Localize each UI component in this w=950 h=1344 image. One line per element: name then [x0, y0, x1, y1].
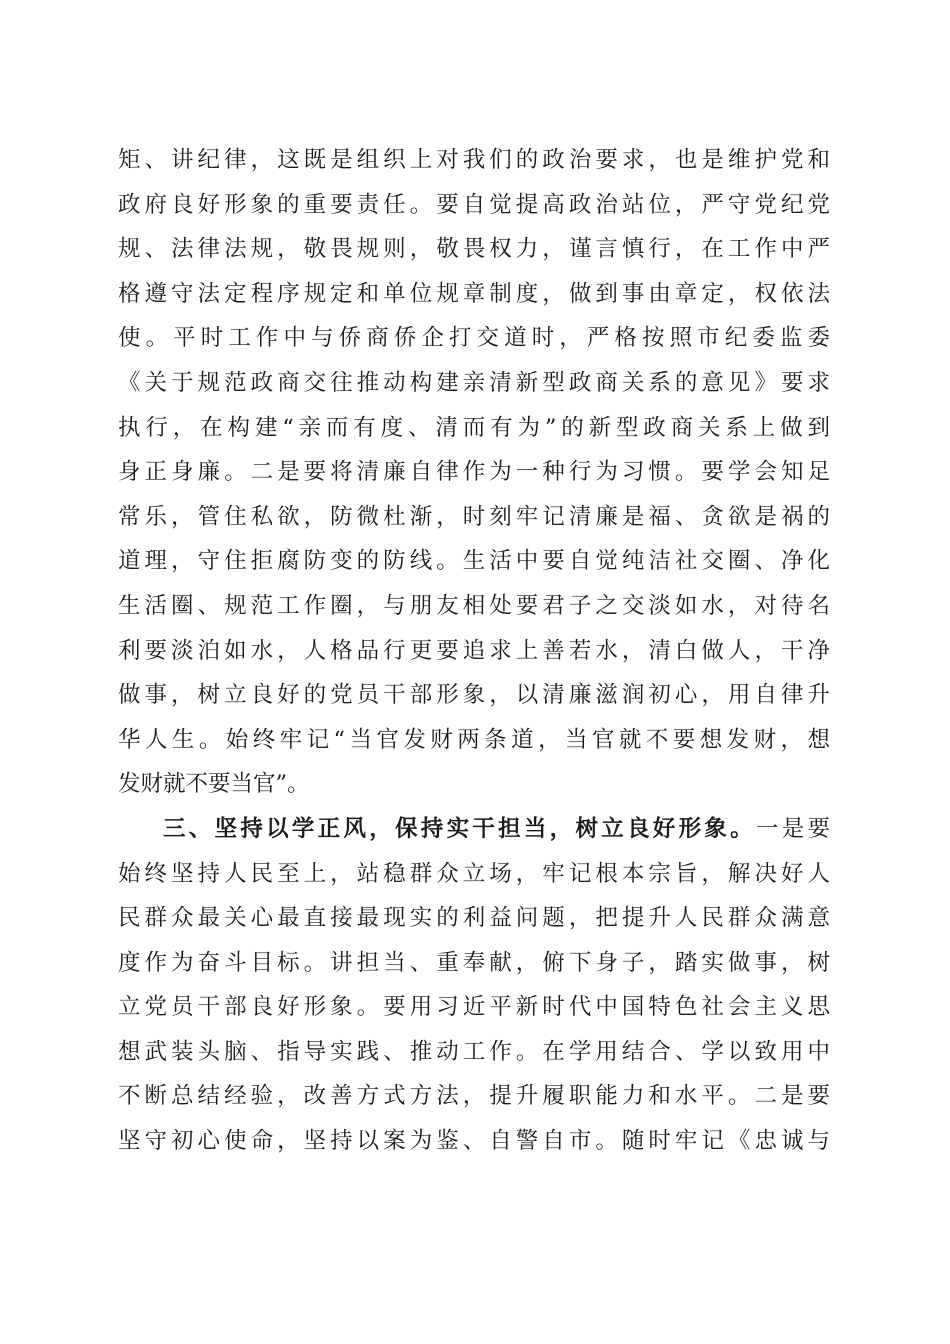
body-text — [118, 138, 830, 1164]
paragraph-1-line-3: 规、法律法规，敬畏规则，敬畏权力，谨言慎行，在工作中严 — [118, 236, 830, 263]
paragraph-1-line-1: 矩、讲纪律，这既是组织上对我们的政治要求，也是维护党和 — [118, 147, 830, 173]
paragraph-1-line-7: 执行，在构建“亲而有度、清而有为”的新型政商关系上做到 — [118, 414, 830, 441]
paragraph-1-line-14: 华人生。始终牢记“当官发财两条道，当官就不要想发财，想 — [118, 726, 830, 753]
paragraph-1-line-8: 身正身廉。二是要将清廉自律作为一种行为习惯。要学会知足 — [118, 459, 830, 486]
paragraph-2-line-7: 不断总结经验，改善方式方法，提升履职能力和水平。二是要 — [118, 1083, 830, 1110]
paragraph-1-line-11: 生活圈、规范工作圈，与朋友相处要君子之交淡如水，对待名 — [118, 592, 830, 619]
paragraph-2-line-2: 始终坚持人民至上，站稳群众立场，牢记根本宗旨，解决好人 — [118, 860, 830, 887]
paragraph-1-line-12: 利要淡泊如水，人格品行更要追求上善若水，清白做人，干净 — [118, 637, 830, 664]
paragraph-1-line-13: 做事，树立良好的党员干部形象，以清廉滋润初心，用自律升 — [118, 682, 830, 709]
paragraph-2-line-4: 度作为奋斗目标。讲担当、重奉献，俯下身子，踏实做事，树 — [118, 949, 830, 976]
paragraph-2 — [118, 807, 830, 1164]
paragraph-1-line-4: 格遵守法定程序规定和单位规章制度，做到事由章定，权依法 — [118, 280, 830, 307]
paragraph-1-line-10: 道理，守住拒腐防变的防线。生活中要自觉纯洁社交圈、净化 — [118, 548, 830, 575]
paragraph-1 — [118, 138, 830, 807]
paragraph-2-line-6: 想武装头脑、指导实践、推动工作。在学用结合、学以致用中 — [118, 1038, 830, 1065]
paragraph-1-line-6: 《关于规范政商交往推动构建亲清新型政商关系的意见》要求 — [118, 369, 830, 396]
paragraph-1-line-9: 常乐，管住私欲，防微杜渐，时刻牢记清廉是福、贪欲是祸的 — [118, 503, 830, 530]
section-heading: 三、坚持以学正风，保持实干担当，树立良好形象。 — [163, 815, 756, 842]
paragraph-1-line-15: 发财就不要当官”。 — [118, 771, 310, 798]
paragraph-2-line-1-rest: 一是要 — [755, 815, 830, 842]
paragraph-2-line-1 — [118, 807, 830, 852]
paragraph-1-line-5: 使。平时工作中与侨商侨企打交道时，严格按照市纪委监委 — [118, 325, 830, 352]
paragraph-2-line-3: 民群众最关心最直接最现实的利益问题，把提升人民群众满意 — [118, 905, 830, 932]
paragraph-1-line-2: 政府良好形象的重要责任。要自觉提高政治站位，严守党纪党 — [118, 191, 830, 218]
paragraph-2-line-5: 立党员干部良好形象。要用习近平新时代中国特色社会主义思 — [118, 994, 830, 1021]
paragraph-2-line-8: 坚守初心使命，坚持以案为鉴、自警自市。随时牢记《忠诚与 — [118, 1128, 830, 1155]
